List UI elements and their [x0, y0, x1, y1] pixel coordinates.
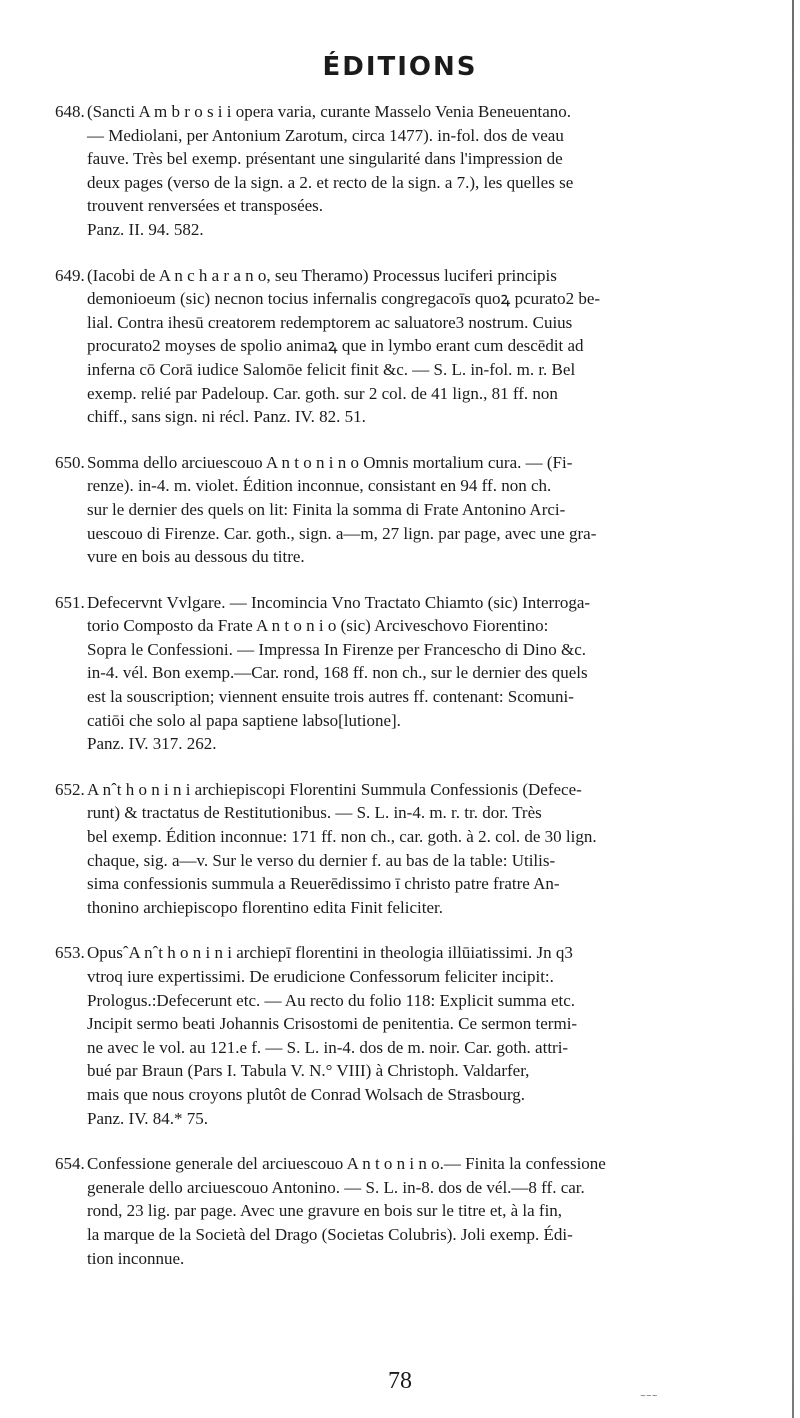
entry-line	[55, 965, 767, 989]
entry-line	[55, 849, 767, 873]
catalogue-entry	[55, 1152, 767, 1270]
entry-line	[55, 382, 767, 406]
entry-text: Sopra le Confessioni. — Impressa In Firenze per Francescho di Dino &c.	[87, 639, 587, 659]
entry-line	[55, 1012, 767, 1036]
entry-line	[55, 498, 767, 522]
entry-line	[55, 474, 767, 498]
entry-text: la marque de la Società del Drago (Societas Colubris). Joli exemp. Édi-	[87, 1224, 573, 1244]
entry-text: Panz. II. 94. 582.	[87, 219, 204, 239]
entry-text: trouvent renversées et transposées.	[87, 196, 324, 216]
entry-line	[55, 732, 767, 756]
entry-line	[55, 522, 767, 546]
entry-number: 654.	[55, 1154, 85, 1174]
entry-text: bel exemp. Édition inconnue: 171 ff. non ch., car. goth. à 2. col. de 30 lign.	[87, 827, 597, 847]
entry-first-line	[55, 941, 767, 965]
entry-number: 653.	[55, 943, 85, 963]
entry-text: in-4. vél. Bon exemp.—Car. rond, 168 ff. non ch., sur le dernier des quels	[87, 663, 588, 683]
entry-line	[55, 638, 767, 662]
entry-text: — Mediolani, per Antonium Zarotum, circa 1477). in-fol. dos de veau	[87, 125, 564, 145]
entry-line	[55, 825, 767, 849]
catalogue-entry	[55, 778, 767, 920]
catalogue-entry	[55, 100, 767, 242]
entry-text: exemp. relié par Padeloup. Car. goth. sur 2 col. de 41 lign., 81 ff. non	[87, 383, 558, 403]
catalogue-entry	[55, 591, 767, 756]
entry-line	[55, 124, 767, 148]
entry-number: 652.	[55, 779, 85, 799]
entry-line	[55, 896, 767, 920]
entry-number: 648.	[55, 102, 85, 121]
entry-line	[55, 1036, 767, 1060]
entry-text: chiff., sans sign. ni récl. Panz. IV. 82. 51.	[87, 407, 366, 427]
entry-line	[55, 1247, 767, 1271]
entry-text: uescouo di Firenze. Car. goth., sign. a—m, 27 lign. par page, avec une gra-	[87, 523, 597, 543]
entry-line	[55, 685, 767, 709]
entry-first-line	[55, 591, 767, 615]
entry-text: (Iacobi de A n c h a r a n o, seu Theramo) Processus luciferi principis	[87, 265, 557, 285]
entry-text: (Sancti A m b r o s i i opera varia, curante Masselo Venia Beneuentano.	[87, 102, 572, 121]
entry-first-line	[55, 264, 767, 288]
entry-text: tion inconnue.	[87, 1248, 185, 1268]
entry-text: OpusˆA nˆt h o n i n i archiepī florentini in theologia illūiatissimi. Jn q3	[87, 943, 573, 963]
entry-text: generale dello arciuescouo Antonino. — S. L. in-8. dos de vél.—8 ff. car.	[87, 1177, 585, 1197]
entry-line	[55, 1059, 767, 1083]
entry-first-line	[55, 100, 767, 124]
entry-text: Confessione generale del arciuescouo A n t o n i n o.— Finita la confessione	[87, 1154, 606, 1174]
entry-text: deux pages (verso de la sign. a 2. et recto de la sign. a 7.), les quelles se	[87, 172, 574, 192]
entry-line	[55, 709, 767, 733]
entry-text: fauve. Très bel exemp. présentant une singularité dans l'impression de	[87, 149, 563, 169]
entry-text: Panz. IV. 317. 262.	[87, 734, 217, 754]
entry-text: catiōi che solo al papa saptiene labso[lutione].	[87, 710, 401, 730]
entry-text: thonino archiepiscopo florentino edita Finit feliciter.	[87, 897, 443, 917]
entry-text: A nˆt h o n i n i archiepiscopi Florentini Summula Confessionis (Defece-	[87, 779, 582, 799]
entry-line	[55, 358, 767, 382]
entry-text: ne avec le vol. au 121.e f. — S. L. in-4. dos de m. noir. Car. goth. attri-	[87, 1037, 569, 1057]
entry-number: 650.	[55, 452, 85, 472]
entry-line	[55, 1107, 767, 1131]
entry-text: est la souscription; viennent ensuite trois autres ff. contenant: Scomuni-	[87, 687, 574, 707]
entry-line	[55, 194, 767, 218]
entry-text: sur le dernier des quels on lit: Finita la somma di Frate Antonino Arci-	[87, 499, 566, 519]
entry-number: 651.	[55, 592, 85, 612]
catalogue-entry	[55, 451, 767, 569]
entry-text: Jncipit sermo beati Johannis Crisostomi de penitentia. Ce sermon termi-	[87, 1014, 578, 1034]
entry-text: Prologus.:Defecerunt etc. — Au recto du folio 118: Explicit summa etc.	[87, 990, 576, 1010]
entry-line	[55, 1176, 767, 1200]
page-edge-line	[792, 0, 794, 1418]
entry-line	[55, 405, 767, 429]
entry-text: procurato2 moyses de spolio animaꝝ que in lymbo erant cum descēdit ad	[87, 336, 584, 356]
entry-text: bué par Braun (Pars I. Tabula V. N.° VIII) à Christoph. Valdarfer,	[87, 1061, 530, 1081]
entry-text: renze). in-4. m. violet. Édition inconnue, consistant en 94 ff. non ch.	[87, 476, 552, 496]
entry-text: Panz. IV. 84.* 75.	[87, 1108, 209, 1128]
entry-text: sima confessionis summula a Reuerēdissimo ī christo patre fratre An-	[87, 874, 560, 894]
entry-line	[55, 147, 767, 171]
entry-text: runt) & tractatus de Restitutionibus. — S. L. in-4. m. r. tr. dor. Très	[87, 803, 542, 823]
entry-line	[55, 218, 767, 242]
entry-first-line	[55, 778, 767, 802]
entry-text: rond, 23 lig. par page. Avec une gravure en bois sur le titre et, à la fin,	[87, 1201, 563, 1221]
entry-line	[55, 1083, 767, 1107]
entry-text: vtroq iure expertissimi. De erudicione Confessorum feliciter incipit:.	[87, 967, 554, 986]
ink-mark: ~~~	[640, 1392, 658, 1400]
page-title: ÉDITIONS	[322, 52, 478, 82]
entry-line	[55, 171, 767, 195]
entry-line	[55, 614, 767, 638]
entry-text: Defecervnt Vvlgare. — Incomincia Vno Tractato Chiamto (sic) Interroga-	[87, 592, 591, 612]
entry-first-line	[55, 1152, 767, 1176]
entry-text: mais que nous croyons plutôt de Conrad Wolsach de Strasbourg.	[87, 1084, 526, 1104]
entry-line	[55, 1223, 767, 1247]
entry-text: torio Composto da Frate A n t o n i o (sic) Arciveschovo Fiorentino:	[87, 616, 549, 636]
catalogue-entry	[55, 264, 767, 429]
entry-line	[55, 661, 767, 685]
entry-line	[55, 287, 767, 311]
entry-text: lial. Contra ihesū creatorem redemptorem ac saluatore3 nostrum. Cuius	[87, 312, 573, 332]
entry-line	[55, 334, 767, 358]
entry-line	[55, 311, 767, 335]
entry-line	[55, 989, 767, 1013]
entry-line	[55, 801, 767, 825]
entry-text: demonioeum (sic) necnon tocius infernalis congregacoīs quoꝝ pcurato2 be-	[87, 289, 601, 309]
entry-line	[55, 872, 767, 896]
entry-first-line	[55, 451, 767, 475]
entry-number: 649.	[55, 265, 85, 285]
entry-text: chaque, sig. a—v. Sur le verso du dernier f. au bas de la table: Utilis-	[87, 850, 556, 870]
catalogue-entry	[55, 941, 767, 1130]
page-number: 78	[388, 1368, 412, 1394]
entry-text: Somma dello arciuescouo A n t o n i n o Omnis mortalium cura. — (Fi-	[87, 452, 573, 472]
entry-text: inferna cō Corā iudice Salomōe felicit finit &c. — S. L. in-fol. m. r. Bel	[87, 359, 576, 379]
catalogue-page	[55, 100, 767, 1292]
entry-line	[55, 545, 767, 569]
entry-line	[55, 1199, 767, 1223]
entry-text: vure en bois au dessous du titre.	[87, 547, 305, 567]
